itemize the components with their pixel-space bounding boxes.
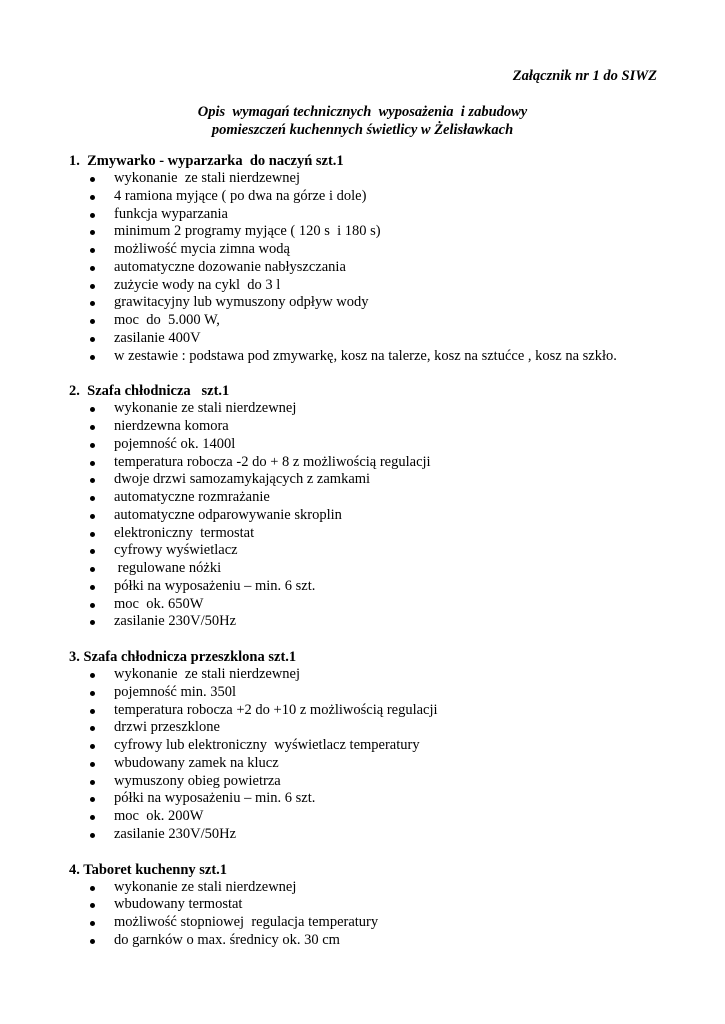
section-heading: 3. Szafa chłodnicza przeszklona szt.1 (69, 649, 297, 665)
list-item (69, 312, 689, 330)
bullet-icon (90, 337, 95, 342)
bullet-icon (90, 833, 95, 838)
list-item-text: dwoje drzwi samozamykających z zamkami (114, 471, 371, 488)
section-heading: 1. Zmywarko - wyparzarka do naczyń szt.1 (69, 153, 344, 169)
bullet-icon (90, 691, 95, 696)
bullet-icon (90, 939, 95, 944)
title-line-1: Opis wymagań technicznych wyposażenia i zabudowy (197, 104, 528, 120)
bullet-icon (90, 744, 95, 749)
list-item-text: wykonanie ze stali nierdzewnej (114, 666, 301, 682)
list-item-text: wykonanie ze stali nierdzewnej (114, 170, 301, 186)
list-item (69, 400, 689, 418)
list-item-text: wymuszony obieg powietrza (114, 772, 281, 789)
list-item-text: funkcja wyparzania (114, 205, 228, 222)
section-1 (69, 152, 689, 365)
list-item-text: 4 ramiona myjące ( po dwa na górze i dole) (114, 187, 367, 204)
list-item-text: regulowane nóżki (114, 560, 222, 576)
list-item-text: pojemność min. 350l (114, 683, 237, 700)
bullet-icon (90, 603, 95, 608)
list-item-text: w zestawie : podstawa pod zmywarkę, kosz na talerze, kosz na sztućce , kosz na szkło. (114, 347, 617, 364)
list-item-text: zasilanie 400V (114, 329, 201, 346)
bullet-icon (90, 620, 95, 625)
section-heading: 4. Taboret kuchenny szt.1 (69, 861, 228, 878)
list-item-text: elektroniczny termostat (114, 524, 255, 541)
list-item (69, 773, 689, 791)
bullet-icon (90, 478, 95, 483)
bullet-icon (90, 461, 95, 466)
list-item-text: zużycie wody na cykl do 3 l (114, 276, 281, 293)
list-item (69, 206, 689, 224)
bullet-icon (90, 248, 95, 253)
section-2 (69, 382, 689, 631)
bullet-icon (90, 673, 95, 678)
bullet-icon (90, 886, 95, 891)
list-item (69, 454, 689, 472)
title-line-2: pomieszczeń kuchennych świetlicy w Żelisławkach (211, 121, 514, 138)
list-item (69, 259, 689, 277)
section-heading: 2. Szafa chłodnicza szt.1 (69, 383, 230, 400)
bullet-icon (90, 213, 95, 218)
list-item-text: nierdzewna komora (114, 418, 229, 434)
list-item-text: automatyczne dozowanie nabłyszczania (114, 258, 346, 275)
list-item (69, 613, 689, 631)
list-item (69, 719, 689, 737)
bullet-icon (90, 407, 95, 412)
list-item (69, 578, 689, 596)
bullet-list (69, 170, 689, 365)
list-item (69, 826, 689, 844)
list-item (69, 348, 689, 366)
list-item (69, 596, 689, 614)
bullet-icon (90, 921, 95, 926)
bullet-icon (90, 585, 95, 590)
list-item (69, 489, 689, 507)
list-item-text: wbudowany termostat (114, 896, 243, 913)
list-item (69, 560, 689, 578)
bullet-icon (90, 903, 95, 908)
bullet-icon (90, 726, 95, 731)
bullet-list (69, 879, 689, 950)
bullet-icon (90, 762, 95, 767)
list-item (69, 755, 689, 773)
list-item-text: półki na wyposażeniu – min. 6 szt. (114, 577, 316, 594)
list-item-text: zasilanie 230V/50Hz (114, 613, 237, 630)
list-item (69, 436, 689, 454)
list-item (69, 188, 689, 206)
list-item-text: zasilanie 230V/50Hz (114, 825, 237, 842)
list-item-text: moc ok. 650W (114, 595, 204, 612)
list-item-text: wykonanie ze stali nierdzewnej (114, 400, 297, 417)
bullet-icon (90, 496, 95, 501)
list-item-text: cyfrowy wyświetlacz (114, 542, 238, 559)
list-item-text: wykonanie ze stali nierdzewnej (114, 878, 297, 895)
list-item (69, 330, 689, 348)
list-item (69, 223, 689, 241)
section-4 (69, 861, 689, 950)
bullet-list (69, 666, 689, 844)
bullet-icon (90, 709, 95, 714)
list-item-text: temperatura robocza -2 do + 8 z możliwością regulacji (114, 453, 431, 470)
list-item-text: automatyczne odparowywanie skroplin (114, 506, 342, 523)
list-item (69, 294, 689, 312)
bullet-icon (90, 266, 95, 271)
bullet-icon (90, 549, 95, 554)
requirements-sections (69, 152, 689, 967)
list-item (69, 914, 689, 932)
list-item (69, 702, 689, 720)
list-item (69, 666, 689, 684)
bullet-icon (90, 230, 95, 235)
section-3 (69, 648, 689, 844)
list-item (69, 507, 689, 525)
bullet-icon (90, 797, 95, 802)
list-item (69, 170, 689, 188)
list-item (69, 684, 689, 702)
bullet-icon (90, 284, 95, 289)
list-item-text: pojemność ok. 1400l (114, 435, 236, 452)
bullet-icon (90, 532, 95, 537)
bullet-icon (90, 567, 95, 572)
document-title (0, 104, 725, 139)
list-item-text: automatyczne rozmrażanie (114, 489, 270, 505)
list-item (69, 790, 689, 808)
list-item (69, 808, 689, 826)
bullet-icon (90, 514, 95, 519)
list-item-text: półki na wyposażeniu – min. 6 szt. (114, 790, 316, 807)
bullet-icon (90, 443, 95, 448)
list-item-text: moc do 5.000 W, (114, 312, 220, 328)
bullet-icon (90, 355, 95, 360)
list-item-text: drzwi przeszklone (114, 719, 220, 736)
list-item (69, 737, 689, 755)
bullet-icon (90, 301, 95, 306)
bullet-icon (90, 815, 95, 820)
list-item (69, 471, 689, 489)
bullet-icon (90, 780, 95, 785)
annex-label: Załącznik nr 1 do SIWZ (512, 68, 657, 84)
list-item (69, 879, 689, 897)
list-item-text: możliwość stopniowej regulacja temperatury (114, 914, 379, 930)
list-item-text: minimum 2 programy myjące ( 120 s i 180 s) (114, 223, 381, 240)
list-item-text: wbudowany zamek na klucz (114, 754, 279, 771)
bullet-list (69, 400, 689, 631)
list-item-text: do garnków o max. średnicy ok. 30 cm (114, 931, 340, 948)
list-item (69, 525, 689, 543)
list-item (69, 542, 689, 560)
list-item-text: temperatura robocza +2 do +10 z możliwością regulacji (114, 701, 438, 718)
list-item (69, 418, 689, 436)
bullet-icon (90, 177, 95, 182)
bullet-icon (90, 319, 95, 324)
list-item-text: moc ok. 200W (114, 808, 204, 824)
bullet-icon (90, 195, 95, 200)
list-item (69, 896, 689, 914)
list-item-text: cyfrowy lub elektroniczny wyświetlacz temperatury (114, 737, 420, 753)
bullet-icon (90, 425, 95, 430)
list-item-text: grawitacyjny lub wymuszony odpływ wody (114, 294, 369, 311)
list-item (69, 932, 689, 950)
list-item (69, 241, 689, 259)
list-item (69, 277, 689, 295)
list-item-text: możliwość mycia zimna wodą (114, 241, 290, 257)
